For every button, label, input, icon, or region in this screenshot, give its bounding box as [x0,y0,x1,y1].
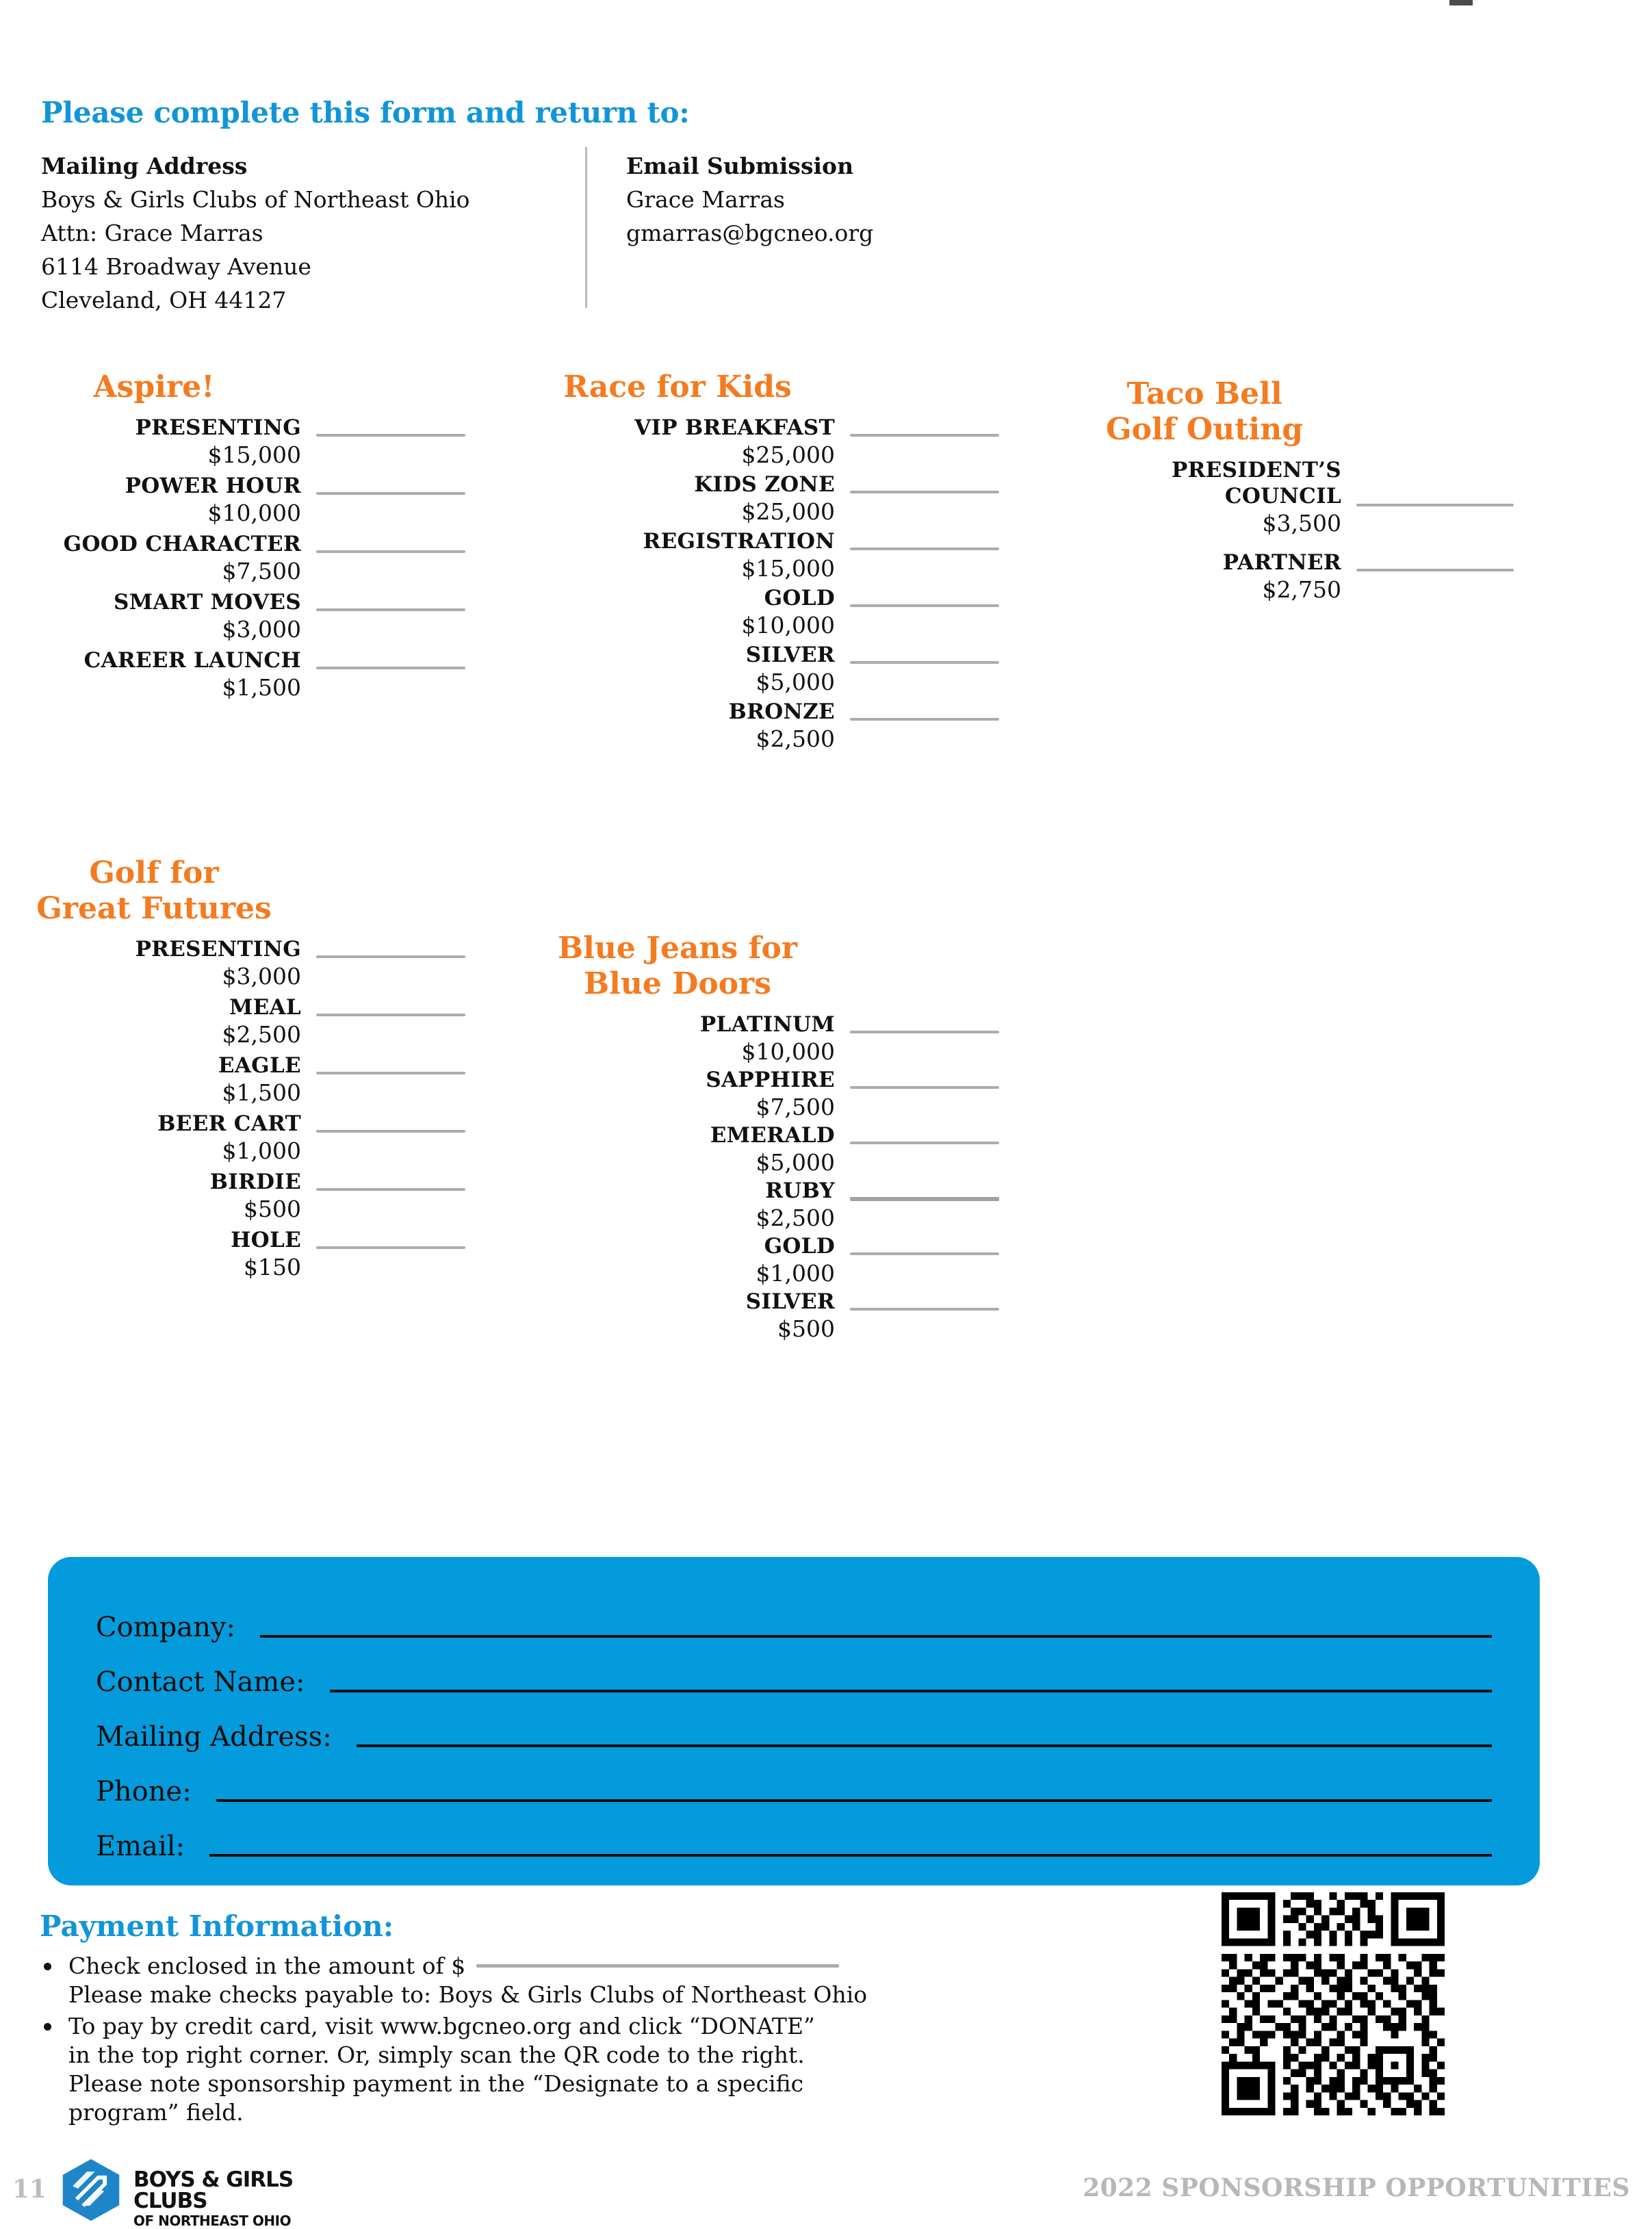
sponsorship-level-labels [7,1053,301,1107]
sponsorship-level-name: SMART MOVES [114,590,301,615]
sponsorship-level-labels [520,472,835,526]
sponsorship-level-labels [7,936,301,990]
sponsorship-level-row [520,1289,999,1343]
sponsorship-level-name: HOLE [231,1228,301,1252]
sponsorship-selection-line[interactable] [850,491,999,493]
sponsorship-selection-line[interactable] [850,1197,999,1201]
logo-line-1: BOYS & GIRLS CLUBS [133,2167,294,2213]
sponsorship-selection-line[interactable] [850,1252,999,1255]
sponsorship-selection-line[interactable] [316,667,465,669]
sponsorship-level-amount: $1,500 [222,674,301,701]
sponsorship-block-blue-jeans-for-blue-doors [520,931,999,1344]
sponsorship-level-name: PRESENTING [135,937,301,962]
payment-check-line [68,1952,1080,1981]
sponsorship-level-labels [520,415,835,469]
sponsorship-level-amount: $1,500 [222,1079,301,1106]
sponsorship-level-labels [520,1178,835,1232]
sponsorship-level-labels [520,642,835,696]
email-submission-name: Grace Marras [626,186,785,213]
bullet-icon [44,2023,51,2031]
sponsorship-level-name: SILVER [745,643,835,667]
sponsorship-selection-line[interactable] [316,1072,465,1074]
sponsorship-block-golf-for-great-futures [7,855,486,1285]
sponsorship-level-labels [520,585,835,639]
sponsorship-selection-line[interactable] [850,547,999,550]
sponsorship-level-name: REGISTRATION [643,529,835,554]
mailing-address-line-4: Cleveland, OH 44127 [41,287,287,313]
sponsorship-selection-line[interactable] [316,1014,465,1016]
sponsorship-level-row [7,994,486,1048]
sponsorship-title-taco-bell-golf-outing [1068,376,1341,448]
contact-form-input-email[interactable] [209,1854,1492,1857]
sponsorship-block-taco-bell-golf-outing [1068,376,1601,616]
mailing-address-label: Mailing Address [41,153,248,179]
sponsorship-title-line: Taco Bell [1126,376,1282,411]
sponsorship-level-row [1068,457,1601,537]
contact-form-panel [48,1557,1540,1885]
qr-code-icon[interactable] [1222,1892,1445,2115]
vertical-divider [585,147,587,308]
sponsorship-level-labels [7,415,301,469]
payment-check-note: Please make checks payable to: Boys & Girls Clubs of Northeast Ohio [68,1981,868,2008]
mailing-address-line-1: Boys & Girls Clubs of Northeast Ohio [41,186,470,213]
payment-cc-line-2: in the top right corner. Or, simply scan the QR code to the right. [68,2041,805,2068]
sponsorship-level-row [7,473,486,527]
contact-form-label: Mailing Address: [96,1721,332,1753]
sponsorship-selection-line[interactable] [316,1188,465,1191]
page-number: 11 [12,2175,47,2204]
sponsorship-level-labels [7,647,301,701]
sponsorship-title-aspire [7,370,301,405]
sponsorship-title-line: Blue Jeans for [557,931,798,966]
sponsorship-level-name: VIP BREAKFAST [634,415,835,440]
sponsorship-selection-line[interactable] [316,1246,465,1249]
sponsorship-level-labels [520,1233,835,1287]
sponsorship-level-name: PLATINUM [699,1012,835,1037]
sponsorship-level-row [520,585,999,639]
sponsorship-level-labels [520,1012,835,1066]
sponsorship-level-labels [520,1289,835,1343]
sponsorship-title-race-for-kids [520,370,835,405]
sponsorship-selection-line[interactable] [850,434,999,437]
sponsorship-level-name: KIDS ZONE [694,472,835,497]
sponsorship-level-name: PRESENTING [135,415,301,440]
sponsorship-level-row [7,936,486,990]
sponsorship-level-labels [520,1067,835,1121]
sponsorship-title-line: Golf Outing [1106,412,1303,447]
sponsorship-level-name: SILVER [745,1289,835,1314]
contact-form-input-contact-name[interactable] [330,1690,1493,1692]
sponsorship-level-amount: $1,000 [756,1260,835,1287]
mailing-address-line-3: 6114 Broadway Avenue [41,253,311,280]
sponsorship-level-name: SAPPHIRE [706,1068,835,1092]
bgc-logo-mark-icon [58,2157,124,2220]
sponsorship-selection-line[interactable] [316,492,465,495]
sponsorship-selection-line[interactable] [316,1130,465,1133]
sponsorship-level-amount: $1,000 [222,1137,301,1164]
contact-form-row [96,1754,1492,1809]
sponsorship-level-amount: $3,000 [222,616,301,643]
sponsorship-level-name: MEAL [229,995,301,1020]
sponsorship-level-amount: $5,000 [756,669,835,695]
sponsorship-level-amount: $2,750 [1262,576,1341,603]
sponsorship-level-labels [7,994,301,1048]
sponsorship-level-amount: $15,000 [207,441,301,468]
payment-information-list [40,1952,1080,2130]
sponsorship-level-name: GOOD CHARACTER [63,532,301,556]
sponsorship-level-amount: $3,500 [1262,510,1341,537]
sponsorship-title-line: Great Futures [36,891,272,926]
sponsorship-level-row [7,415,486,469]
sponsorship-level-row [7,1169,486,1223]
sponsorship-level-row [520,415,999,469]
sponsorship-level-name: GOLD [764,586,835,610]
payment-item-check [40,1952,1080,2009]
sponsorship-level-labels [7,1169,301,1223]
sponsorship-title-line: Aspire! [93,370,215,404]
sponsorship-level-name: PARTNER [1222,550,1341,575]
sponsorship-level-amount: $25,000 [741,498,835,525]
payment-cc-line-1: To pay by credit card, visit www.bgcneo.org and click “DONATE” [68,2013,815,2039]
sponsorship-level-amount: $15,000 [741,555,835,582]
contact-form-label: Contact Name: [96,1666,305,1698]
organization-logo-text [133,2169,366,2228]
contact-form-row [96,1590,1492,1645]
sponsorship-level-row [7,589,486,643]
organization-logo [58,2154,366,2229]
sponsorship-selection-line[interactable] [1356,504,1514,506]
sponsorship-level-amount: $2,500 [222,1021,301,1048]
sponsorship-level-row [520,1122,999,1176]
sponsorship-level-amount: $5,000 [756,1149,835,1176]
return-to-heading: Please complete this form and return to: [41,96,690,129]
sponsorship-level-row [520,1012,999,1066]
email-submission-address[interactable]: gmarras@bgcneo.org [626,220,874,246]
contact-form-row [96,1699,1492,1754]
sponsorship-level-name: EAGLE [218,1053,301,1078]
sponsorship-level-labels [1068,457,1341,537]
contact-form-input-company[interactable] [260,1635,1492,1638]
sponsorship-level-name: GOLD [764,1234,835,1259]
sponsorship-level-labels [520,699,835,753]
sponsorship-title-line: Race for Kids [563,370,792,404]
sponsorship-level-row [520,1067,999,1121]
sponsorship-title-line: Blue Doors [583,966,771,1001]
sponsorship-level-labels [520,1122,835,1176]
payment-check-prefix: Check enclosed in the amount of $ [68,1953,466,1979]
sponsorship-level-amount: $500 [244,1196,301,1222]
sponsorship-level-labels [7,1227,301,1281]
sponsorship-level-name: BIRDIE [209,1170,301,1194]
payment-information-heading: Payment Information: [40,1909,394,1943]
email-submission-block [626,149,1037,250]
sponsorship-level-row [520,1233,999,1287]
sponsorship-level-name: PRESIDENT’S COUNCIL [1172,458,1341,508]
sponsorship-level-row [520,642,999,696]
sponsorship-level-row [7,1227,486,1281]
sponsorship-level-row [7,647,486,701]
sponsorship-level-amount: $10,000 [207,500,301,526]
footer-title: 2022 SPONSORSHIP OPPORTUNITIES [1083,2174,1630,2202]
sponsorship-selection-line[interactable] [850,718,999,721]
sponsorship-level-amount: $7,500 [222,558,301,584]
sponsorship-selection-line[interactable] [850,1142,999,1144]
sponsorship-level-amount: $10,000 [741,1038,835,1065]
sponsorship-level-labels [1068,550,1341,604]
sponsorship-level-amount: $25,000 [741,441,835,468]
contact-form-input-mailing-address[interactable] [357,1744,1492,1747]
contact-form-label: Phone: [96,1776,192,1807]
sponsorship-selection-line[interactable] [850,1031,999,1033]
sponsorship-level-labels [7,531,301,585]
sponsorship-level-row [1068,550,1601,604]
sponsorship-level-row [520,699,999,753]
sponsorship-selection-line[interactable] [850,1086,999,1089]
sponsorship-title-blue-jeans-blue-doors [520,931,835,1002]
sponsorship-level-labels [7,473,301,527]
sponsorship-level-row [520,472,999,526]
sponsorship-level-labels [520,528,835,582]
sponsorship-level-name: EMERALD [710,1123,835,1148]
sponsorship-level-amount: $10,000 [741,612,835,639]
sponsorship-level-amount: $2,500 [756,725,835,752]
sponsorship-level-amount: $3,000 [222,963,301,990]
sponsorship-selection-line[interactable] [316,608,465,611]
payment-cc-line-4: program” field. [68,2099,244,2126]
check-amount-input[interactable] [476,1964,839,1968]
sponsorship-level-amount: $7,500 [756,1094,835,1120]
sponsorship-selection-line[interactable] [850,661,999,664]
scan-artifact [1449,0,1473,5]
sponsorship-selection-line[interactable] [850,1308,999,1311]
sponsorship-title-line: Golf for [89,855,219,890]
sponsorship-level-name: RUBY [765,1178,835,1203]
sponsorship-level-amount: $500 [777,1315,835,1342]
sponsorship-level-row [520,528,999,582]
payment-cc-line-3: Please note sponsorship payment in the “Designate to a specific [68,2070,804,2097]
payment-item-credit-card [40,2012,1080,2127]
sponsorship-level-name: BEER CART [157,1111,301,1136]
sponsorship-selection-line[interactable] [850,604,999,607]
sponsorship-selection-line[interactable] [316,434,465,437]
contact-form-label: Email: [96,1831,185,1862]
sponsorship-level-name: CAREER LAUNCH [83,648,301,673]
sponsorship-block-race-for-kids [520,370,999,756]
sponsorship-title-golf-great-futures [7,855,301,927]
contact-form-input-phone[interactable] [216,1799,1492,1802]
sponsorship-selection-line[interactable] [1356,569,1514,571]
contact-form-row [96,1809,1492,1864]
sponsorship-level-amount: $150 [244,1254,301,1280]
sponsorship-selection-line[interactable] [316,550,465,553]
sponsorship-level-row [520,1178,999,1232]
mailing-address-line-2: Attn: Grace Marras [41,220,263,246]
bullet-icon [44,1963,51,1970]
contact-form-row [96,1645,1492,1699]
sponsorship-selection-line[interactable] [316,955,465,958]
sponsorship-level-row [7,531,486,585]
sponsorship-level-labels [7,589,301,643]
mailing-address-block [41,149,582,317]
sponsorship-block-aspire [7,370,486,706]
logo-line-2: OF NORTHEAST OHIO [133,2213,292,2229]
sponsorship-level-row [7,1053,486,1107]
email-submission-label: Email Submission [626,153,854,179]
contact-form-label: Company: [96,1612,235,1643]
sponsorship-level-name: BRONZE [728,699,835,724]
sponsorship-level-name: POWER HOUR [125,474,301,498]
sponsorship-level-labels [7,1111,301,1165]
sponsorship-level-amount: $2,500 [756,1204,835,1231]
sponsorship-level-row [7,1111,486,1165]
